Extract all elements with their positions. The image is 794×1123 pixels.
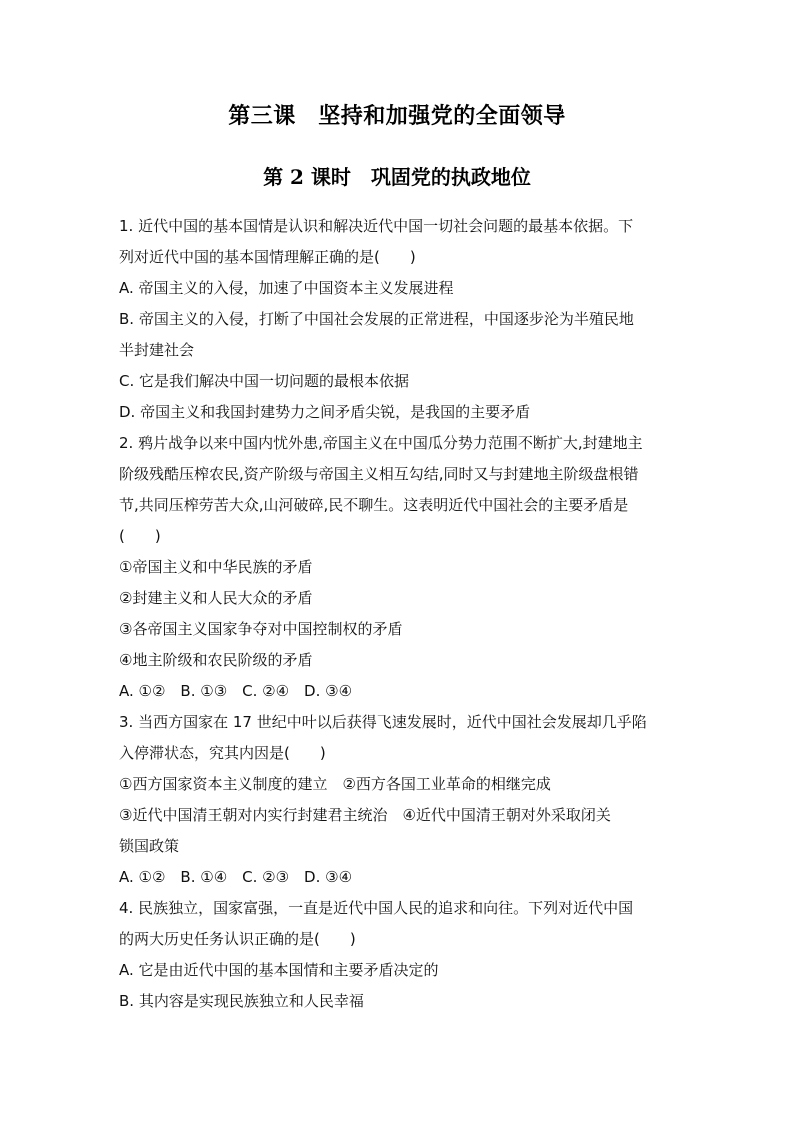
option-line: B. 帝国主义的入侵，打断了中国社会发展的正常进程，中国逐步沦为半殖民地 — [119, 310, 634, 328]
option-line: A. 帝国主义的入侵，加速了中国资本主义发展进程 — [119, 279, 454, 297]
option-line: ①西方国家资本主义制度的建立 ②西方各国工业革命的相继完成 — [119, 775, 551, 793]
question-2 — [119, 428, 675, 707]
question-stem-line: 入停滞状态，究其内因是( ) — [119, 744, 326, 762]
option-line: ③近代中国清王朝对内实行封建君主统治 ④近代中国清王朝对外采取闭关 — [119, 806, 611, 824]
option-line: C. 它是我们解决中国一切问题的最根本依据 — [119, 372, 410, 390]
lesson-title: 第三课 坚持和加强党的全面领导 — [228, 103, 566, 129]
option-line: 半封建社会 — [119, 341, 195, 359]
answer-choices-line: A. ①② B. ①③ C. ②④ D. ③④ — [119, 682, 353, 700]
option-line: ③各帝国主义国家争夺对中国控制权的矛盾 — [119, 620, 403, 638]
question-4 — [119, 893, 675, 1017]
option-line: ④地主阶级和农民阶级的矛盾 — [119, 651, 313, 669]
answer-choices-line: A. ①② B. ①④ C. ②③ D. ③④ — [119, 868, 353, 886]
question-stem-line: 2. 鸦片战争以来中国内忧外患,帝国主义在中国瓜分势力范围不断扩大,封建地主 — [119, 434, 643, 452]
question-stem-line: ( ) — [119, 527, 161, 545]
option-line: ②封建主义和人民大众的矛盾 — [119, 589, 313, 607]
question-list — [119, 211, 675, 1017]
question-1 — [119, 211, 675, 428]
option-line: 锁国政策 — [119, 837, 180, 855]
question-stem-line: 4. 民族独立，国家富强，一直是近代中国人民的追求和向往。下列对近代中国 — [119, 899, 634, 917]
lesson-subtitle: 第 2 课时 巩固党的执政地位 — [263, 165, 531, 189]
option-line: A. 它是由近代中国的基本国情和主要矛盾决定的 — [119, 961, 439, 979]
question-stem-line: 阶级残酷压榨农民,资产阶级与帝国主义相互勾结,同时又与封建地主阶级盘根错 — [119, 465, 639, 483]
option-line: ①帝国主义和中华民族的矛盾 — [119, 558, 313, 576]
option-line: B. 其内容是实现民族独立和人民幸福 — [119, 992, 364, 1010]
option-line: D. 帝国主义和我国封建势力之间矛盾尖锐，是我国的主要矛盾 — [119, 403, 531, 421]
question-3 — [119, 707, 675, 893]
question-stem-line: 列对近代中国的基本国情理解正确的是( ) — [119, 248, 416, 266]
question-stem-line: 的两大历史任务认识正确的是( ) — [119, 930, 356, 948]
question-stem-line: 3. 当西方国家在 17 世纪中叶以后获得飞速发展时，近代中国社会发展却几乎陷 — [119, 713, 647, 731]
question-stem-line: 节,共同压榨劳苦大众,山河破碎,民不聊生。这表明近代中国社会的主要矛盾是 — [119, 496, 629, 514]
question-stem-line: 1. 近代中国的基本国情是认识和解决近代中国一切社会问题的最基本依据。下 — [119, 217, 634, 235]
